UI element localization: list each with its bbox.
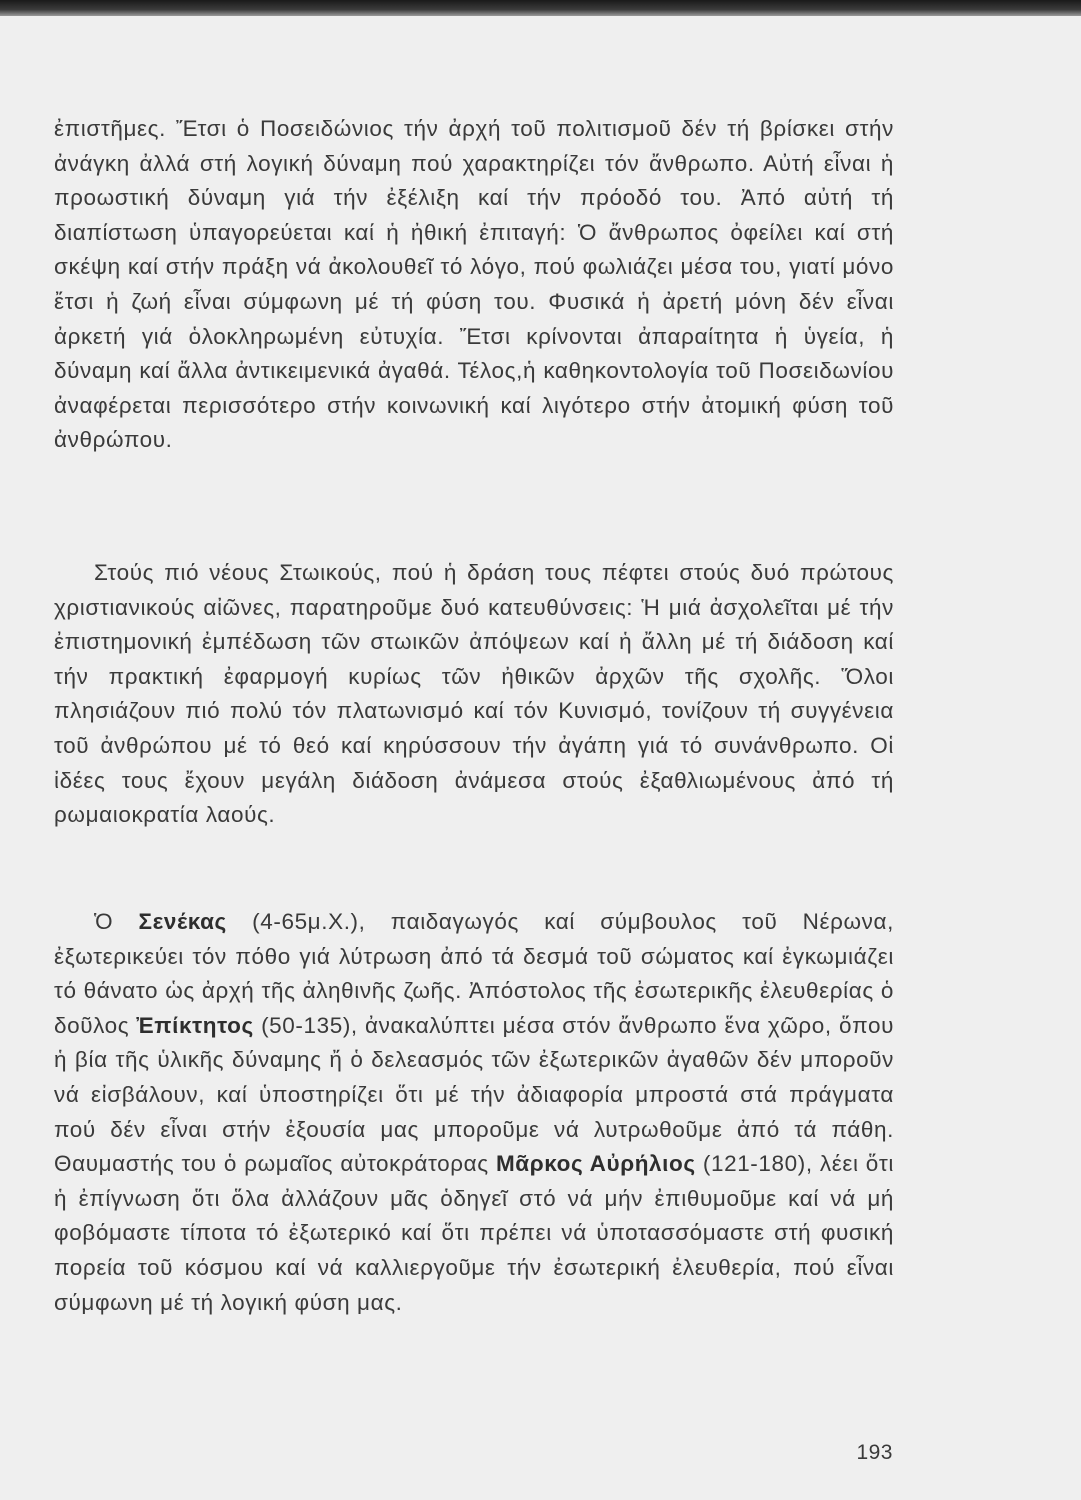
name-epictetus: Ἐπίκτητος (136, 1012, 254, 1038)
book-page (0, 16, 1081, 1500)
paragraph-text (54, 905, 894, 1320)
text-run: (50-135), ἀνακαλύπτει μέσα στόν ἄνθρωπο ἕνα χῶρο, ὅπου ἡ βία τῆς ὑλικῆς δύναμης ἤ ὁ δελεασμός τῶν ἐξωτερικῶν ἀγαθῶν δέν μποροῦν νά εἰσβάλουν, καί ὑποστηρίζει ὅτι μέ τήν ἀδιαφορία μπροστά στά πράγματα πού δέν εἶναι στήν ἐξουσία μας μποροῦμε νά λυτρωθοῦμε ἀπό τά πάθη. Θαυμαστής του ὁ ρωμαῖος αὐτοκράτορας (54, 1012, 894, 1177)
paragraph-seneca-epictetus-marcus (54, 905, 894, 1320)
name-seneca: Σενέκας (138, 909, 227, 934)
text-run: (4-65μ.Χ.), παιδαγωγός καί σύμβουλος τοῦ Νέρωνα, ἐξωτερικεύει τόν πόθο γιά λύτρωση ἀπό τά δεσμά τοῦ σώματος καί ἐγκωμιάζει τό θάνατο ὡς ἀρχή τῆς ἀληθινῆς ζωῆς. Ἀπόστολος τῆς ἐσωτερικῆς ἐλευθερίας ὁ δοῦλος (54, 909, 894, 1038)
text-run: (121-180), λέει ὅτι ἡ ἐπίγνωση ὅτι ὅλα ἀλλάζουν μᾶς ὁδηγεῖ στό νά μήν ἐπιθυμοῦμε καί νά μή φοβόμαστε τίποτα τό ἐξωτερικό καί ὅτι πρέπει νά ὑποτασσόμαστε στή φυσική πορεία τοῦ κόσμου καί νά καλλιεργοῦμε τήν ἐσωτερική ἐλευθερία, πού εἶναι σύμφωνη μέ τή λογική φύση μας. (54, 1151, 895, 1315)
text-run: Ὁ (94, 909, 139, 934)
paragraph-posidonius (54, 112, 894, 458)
scan-top-edge (0, 0, 1081, 16)
paragraph-text: Στούς πιό νέους Στωικούς, πού ἡ δράση τους πέφτει στούς δυό πρώτους χριστιανικούς αἰῶνες, παρατηροῦμε δυό κατευθύνσεις: Ἡ μιά ἀσχολεῖται μέ τήν ἐπιστημονική ἐμπέδωση τῶν στωικῶν ἀπόψεων καί ἡ ἄλλη μέ τή διάδοση καί τήν πρακτική ἐφαρμογή κυρίως τῶν ἠθικῶν ἀρχῶν τῆς σχολῆς. Ὅλοι πλησιάζουν πιό πολύ τόν πλατωνισμό καί τόν Κυνισμό, τονίζουν τή συγγένεια τοῦ ἀνθρώπου μέ τό θεό καί κηρύσσουν τήν ἀγάπη γιά τό συνάνθρωπο. Οἱ ἰδέες τους ἔχουν μεγάλη διάδοση ἀνάμεσα στούς ἐξαθλιωμένους ἀπό τή ρωμαιοκρατία λαούς. (54, 560, 894, 828)
name-marcus-aurelius: Μᾶρκος Αὐρήλιος (495, 1151, 696, 1177)
paragraph-younger-stoics (54, 556, 894, 833)
page-number: 193 (856, 1441, 893, 1464)
paragraph-text: ἐπιστῆμες. Ἔτσι ὁ Ποσειδώνιος τήν ἀρχή τοῦ πολιτισμοῦ δέν τή βρίσκει στήν ἀνάγκη ἀλλά στή λογική δύναμη πού χαρακτηρίζει τόν ἄνθρωπο. Αὐτή εἶναι ἡ προωστική δύναμη γιά τήν ἐξέλιξη καί τήν πρόοδό του. Ἀπό αὐτή τή διαπίστωση ὑπαγορεύεται καί ἡ ἠθική ἐπιταγή: Ὁ ἄνθρωπος ὀφείλει καί στή σκέψη καί στήν πράξη νά ἀκολουθεῖ τό λόγο, πού φωλιάζει μέσα του, γιατί μόνο ἔτσι ἡ ζωή εἶναι σύμφωνη μέ τή φύση του. Φυσικά ἡ ἀρετή μόνη δέν εἶναι ἀρκετή γιά ὁλοκληρωμένη εὐτυχία. Ἔτσι κρίνονται ἀπαραίτητα ἡ ὑγεία, ἡ δύναμη καί ἄλλα ἀντικειμενικά ἀγαθά. Τέλος,ἡ καθηκοντολογία τοῦ Ποσειδωνίου ἀναφέρεται περισσότερο στήν κοινωνική καί λιγότερο στήν ἀτομική φύση τοῦ ἀνθρώπου. (54, 116, 894, 453)
